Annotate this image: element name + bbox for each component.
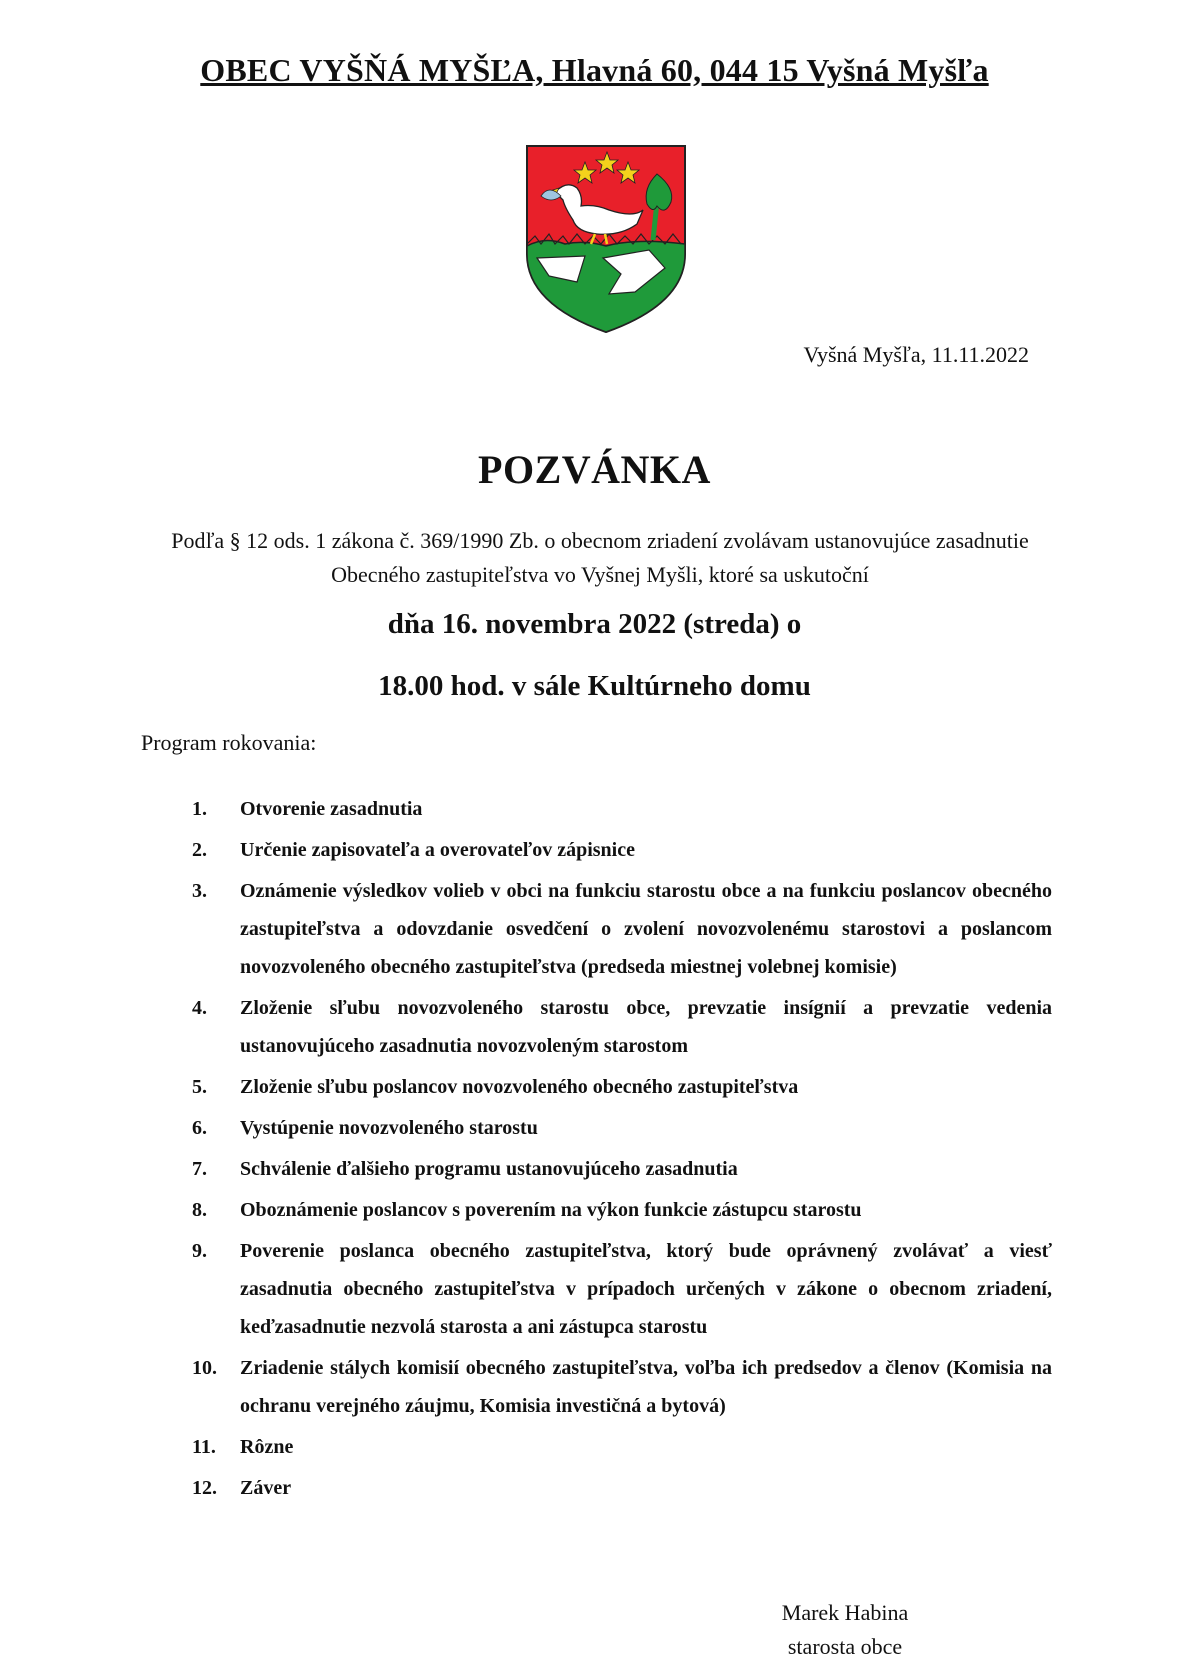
agenda-number: 4. [192, 997, 207, 1019]
agenda-item [192, 1349, 1052, 1425]
agenda-text: Záver [240, 1477, 292, 1499]
agenda-number: 12. [192, 1477, 217, 1499]
meeting-date: dňa 16. novembra 2022 (streda) o [387, 608, 802, 640]
agenda-item [192, 989, 1052, 1065]
signature-block [770, 1596, 920, 1664]
agenda-item [192, 872, 1052, 986]
agenda-text: Zloženie sľubu novozvoleného starostu obce, prevzatie insígnií a prevzatie vedenia ustanovujúceho zasadnutia novozvoleným starostom [240, 997, 1052, 1057]
agenda-number: 6. [192, 1117, 207, 1139]
agenda-item [192, 1191, 1052, 1229]
agenda-list [192, 790, 1052, 1510]
agenda-text: Oboznámenie poslancov s poverením na výkon funkcie zástupcu starostu [240, 1199, 862, 1221]
agenda-item [192, 1068, 1052, 1106]
coat-of-arms-image [525, 144, 687, 334]
agenda-text: Rôzne [240, 1436, 294, 1458]
agenda-number: 11. [192, 1436, 216, 1458]
program-label: Program rokovania: [141, 730, 317, 755]
page-title: POZVÁNKA [478, 447, 711, 492]
date-line: Vyšná Myšľa, 11.11.2022 [803, 342, 1029, 367]
agenda-item [192, 1232, 1052, 1346]
agenda-text: Poverenie poslanca obecného zastupiteľstva, ktorý bude oprávnený zvolávať a viesť zasadnutia obecného zastupiteľstva v prípadoch určených v zákone o obecnom zriadení, keďzasadnutie nezvolá starosta a ani zástupca starostu [240, 1240, 1052, 1338]
agenda-text: Vystúpenie novozvoleného starostu [240, 1117, 538, 1139]
intro-paragraph: Podľa § 12 ods. 1 zákona č. 369/1990 Zb. o obecnom zriadení zvolávam ustanovujúce zasadnutie Obecného zastupiteľstva vo Vyšnej Myšli, ktoré sa uskutoční [171, 528, 1029, 587]
agenda-text: Oznámenie výsledkov volieb v obci na funkciu starostu obce a na funkciu poslancov obecného zastupiteľstva a odovzdanie osvedčení o zvolení novozvolenému starostovi a poslancom novozvoleného obecného zastupiteľstva (predseda miestnej volebnej komisie) [240, 880, 1052, 978]
agenda-text: Určenie zapisovateľa a overovateľov zápisnice [240, 839, 635, 861]
signature-role: starosta obce [787, 1634, 903, 1659]
agenda-number: 8. [192, 1199, 207, 1221]
agenda-number: 9. [192, 1240, 207, 1262]
agenda-text: Schválenie ďalšieho programu ustanovujúceho zasadnutia [240, 1158, 738, 1180]
agenda-number: 10. [192, 1357, 217, 1379]
page-header: OBEC VYŠŇÁ MYŠĽA, Hlavná 60, 044 15 Vyšná Myšľa [200, 52, 989, 88]
agenda-text: Otvorenie zasadnutia [240, 798, 423, 820]
agenda-item [192, 831, 1052, 869]
agenda-number: 3. [192, 880, 207, 902]
agenda-number: 2. [192, 839, 207, 861]
agenda-number: 7. [192, 1158, 207, 1180]
agenda-text: Zloženie sľubu poslancov novozvoleného obecného zastupiteľstva [240, 1076, 799, 1098]
agenda-number: 1. [192, 798, 207, 820]
agenda-item [192, 1150, 1052, 1188]
agenda-item [192, 1109, 1052, 1147]
signature-name: Marek Habina [781, 1600, 909, 1625]
agenda-item [192, 1428, 1052, 1466]
agenda-item [192, 790, 1052, 828]
agenda-item [192, 1469, 1052, 1507]
meeting-place: 18.00 hod. v sále Kultúrneho domu [378, 670, 811, 702]
agenda-text: Zriadenie stálych komisií obecného zastupiteľstva, voľba ich predsedov a členov (Komisia na ochranu verejného záujmu, Komisia investičná a bytová) [240, 1357, 1052, 1417]
agenda-number: 5. [192, 1076, 207, 1098]
